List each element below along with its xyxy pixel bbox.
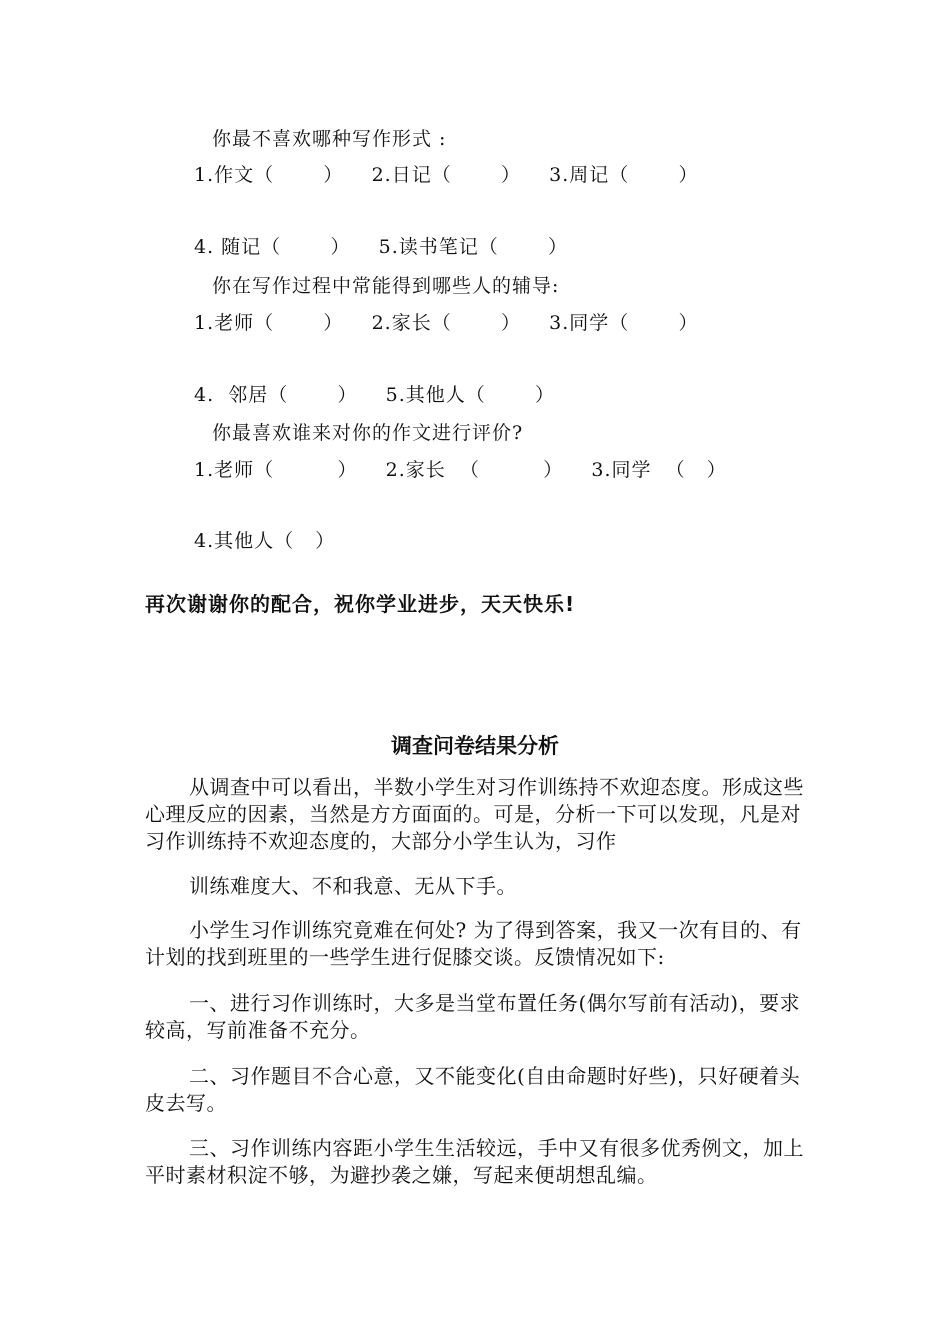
analysis-paragraph-3: 小学生习作训练究竟难在何处? 为了得到答案，我又一次有目的、有计划的找到班里的一些学生进行促膝交谈。反馈情况如下: — [145, 918, 802, 969]
analysis-paragraph-5: 二、习作题目不合心意，又不能变化(自由命题时好些)，只好硬着头皮去写。 — [145, 1064, 801, 1115]
analysis-paragraph-4: 一、进行习作训练时，大多是当堂布置任务(偶尔写前有活动)，要求较高，写前准备不充分。 — [145, 991, 801, 1042]
thanks-message: 再次谢谢你的配合，祝你学业进步，天天快乐! — [145, 592, 576, 616]
survey-question-2-options-row-1: 1.老师（ ） 2.家长（ ） 3.同学（ ） — [194, 312, 699, 334]
survey-question-3-options-row-1: 1.老师（ ） 2.家长 （ ） 3.同学 （ ） — [194, 459, 727, 481]
survey-question-1-options-row-2: 4. 随记（ ） 5.读书笔记（ ） — [194, 236, 569, 258]
survey-question-3: 你最喜欢谁来对你的作文进行评价? — [212, 422, 524, 444]
survey-question-3-options-row-2: 4.其他人（ ） — [194, 530, 336, 552]
analysis-paragraph-2: 训练难度大、不和我意、无从下手。 — [189, 874, 517, 898]
survey-question-1: 你最不喜欢哪种写作形式 : — [212, 128, 447, 150]
survey-question-2: 你在写作过程中常能得到哪些人的辅导: — [212, 275, 560, 297]
analysis-title: 调查问卷结果分析 — [391, 734, 559, 758]
survey-question-1-options-row-1: 1.作文（ ） 2.日记（ ） 3.周记（ ） — [194, 164, 699, 186]
analysis-paragraph-6: 三、习作训练内容距小学生生活较远，手中又有很多优秀例文，加上平时素材积淀不够，为避抄袭之嫌，写起来便胡想乱编。 — [145, 1136, 804, 1187]
analysis-paragraph-1: 从调查中可以看出，半数小学生对习作训练持不欢迎态度。形成这些心理反应的因素，当然是方方面面的。可是，分析一下可以发现，凡是对习作训练持不欢迎态度的，大部分小学生认为，习作 — [145, 775, 804, 853]
survey-question-2-options-row-2: 4. 邻居（ ） 5.其他人（ ） — [194, 384, 556, 406]
